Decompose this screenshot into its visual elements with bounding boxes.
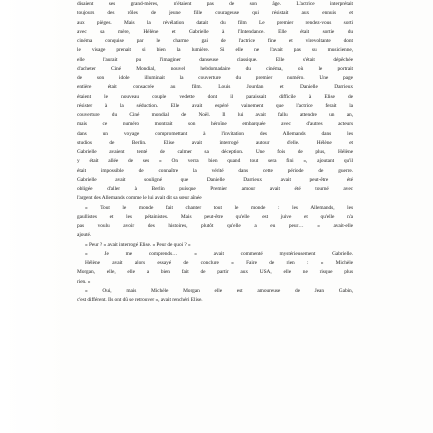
text-line: « Tout le monde fait chanter tout le monde : les Allemands, les: [85, 204, 353, 211]
text-line: Gabrielle avaient tenté de calmer sa déception. Une fois de plus, Hélène: [77, 149, 353, 155]
text-line: Hélène avait alors essayé de conclure « Faire de rien : « Michèle: [85, 260, 353, 266]
text-line: étaient le nouveau couple vedette dont il paraissait difficile à Elise de: [77, 93, 353, 100]
text-line: y était allée de ses « On verra bien quand tout sera fini », ajoutant qu'il: [77, 158, 353, 165]
text-line: Gabrielle avait souligné que Danielle Darrieux avait peut-être été: [77, 176, 353, 183]
text-line: résister à la séduction. Elle avait espéré vainement que l'actrice ferait la: [77, 102, 353, 109]
text-line: c'est différent. Ils ont dû se retrouver », avait renchéri Elise.: [77, 297, 203, 303]
page-margin: [0, 0, 70, 433]
text-line: toujours des rôles de jeune fille courageuse qui résistait aux ennuis et: [77, 10, 353, 17]
text-line: d'acheter Ciné Mondial, nouvel hebdomadaire du cinéma, où le portrait: [77, 65, 353, 72]
text-line: pas voulu avoir des histoires, plutôt qu'elle a eu peur… » avait-elle: [77, 223, 353, 229]
text-line: Morgan, elle, elle a bien fait de partir aux USA, elle ne risque plus: [77, 269, 353, 276]
text-line: mais ce numéro montrait son héroïne embarquée avec d'autres acteurs: [77, 121, 353, 128]
text-line: avec sa mère, Hélène et Gabrielle à l'Intendance. Elle était sortie du: [77, 28, 353, 35]
text-line: de son idole illuminait la couverture du premier numéro. Une page: [77, 75, 353, 81]
text-line: rien. »: [77, 278, 91, 285]
text-line: studios de Berlin. Elise avait interrogé autour d'elle. Hélène et: [77, 139, 353, 146]
text-line: « Oui, mais Michèle Morgan elle est amoureuse de Jean Gabin,: [85, 287, 353, 294]
text-line: « Je me comprends… » avait commenté mystérieusement Gabrielle.: [85, 250, 353, 257]
text-column: [77, 0, 353, 305]
text-line: « Peur ? » avait interrogé Elise. « Peur de quoi ? »: [85, 241, 191, 248]
text-line: dans un voyage compromettant à l'invitation des Allemands dans les: [77, 130, 353, 137]
text-line: le visage prenait si bien la lumière. Si elle ne l'avait pas su musicienne,: [77, 47, 353, 54]
text-line: obligée d'aller à Berlin puisque Premier amour avait été tourné avec: [77, 186, 353, 192]
text-line: couverture du Ciné mondial de Noël. Il lui avait fallu attendre un an,: [77, 112, 353, 118]
text-line: l'argent des Allemands comme le lui avait dit sa sœur aînée: [77, 195, 202, 202]
text-line: gaullistes et les pétainistes. Mais peut-être qu'elle est juive et qu'elle n'a: [77, 213, 353, 220]
text-line: entière était consacrée au film. Louis Jourdan et Danielle Darrieux: [77, 84, 353, 91]
text-line: cinéma conquise par le charme gai de l'actrice fine et virevoltante dont: [77, 38, 353, 44]
text-line: était impossible de connaître la vérité dans cette période de guerre.: [77, 167, 353, 174]
text-line: disaient ses grand-mères, n'étaient pas de son âge. L'actrice interprétait: [77, 1, 353, 7]
text-line: aux pièges. Mais la révélation datait du film Le premier rendez-vous sorti: [77, 19, 353, 26]
text-line: elle l'aurait pu l'imaginer danseuse classique. Elle s'était dépêchée: [77, 56, 353, 63]
text-line: ajouté.: [77, 232, 92, 239]
